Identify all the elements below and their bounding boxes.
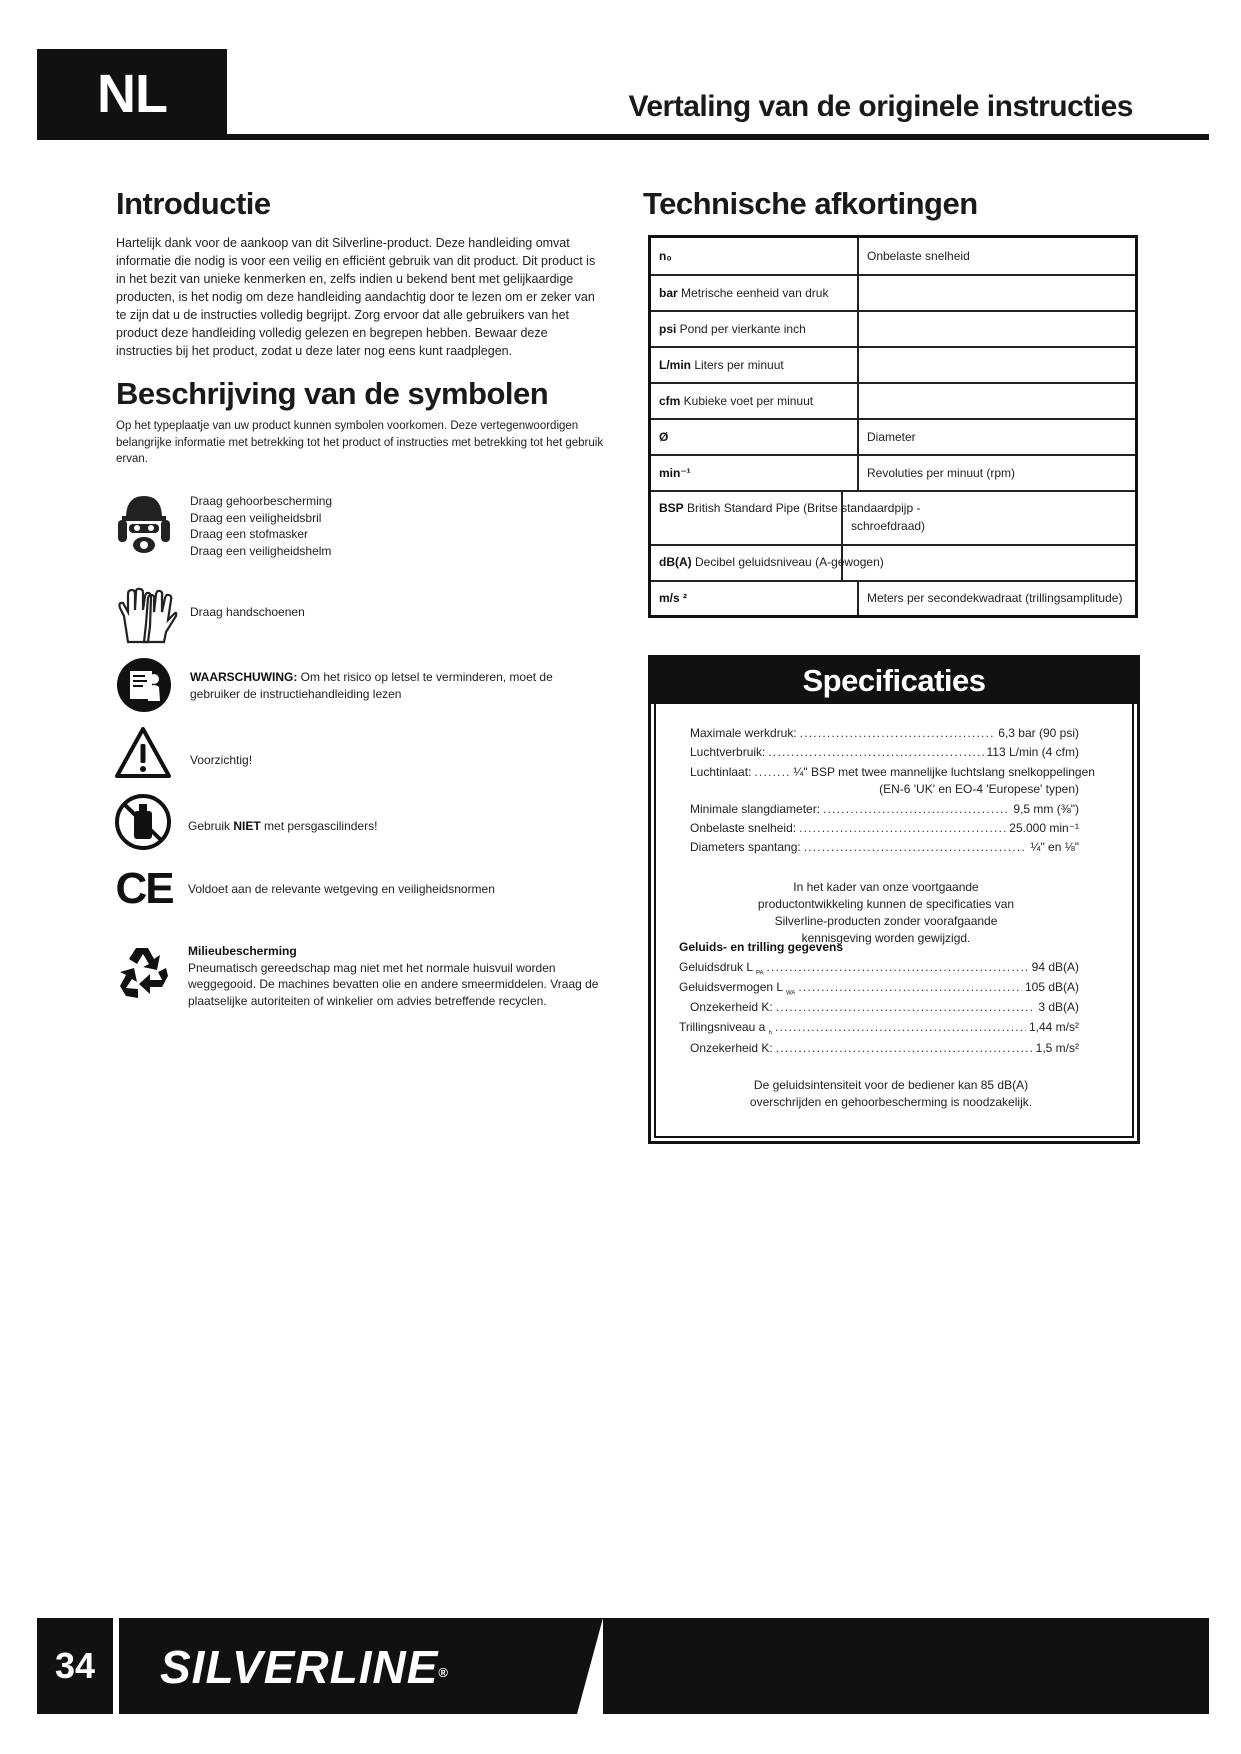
abbr-text [659,501,920,515]
abbr-value [858,383,1137,419]
spec-row-cont [690,782,1079,796]
intro-body: Hartelijk dank voor de aankoop van dit Silverline-product. Deze handleiding omvat informatie die nodig is voor een veilig en efficiënt gebruik van dit product. Dit product is in het bezit van unieke kenmerken en, zelfs indien u bekend bent met gelijkaardige producten, is het nodig om deze handleiding aandachtig door te lezen om er zeker van te zijn dat u de instructies volledig begrijpt. Zorg ervoor dat alle gebruikers van het product deze handleiding volledig gelezen en begrepen hebben. Bewaar deze instructies bij het product, zodat u deze later nog eens kunt raadplegen. [116,236,596,358]
sound-subscript: PA [755,970,764,977]
environment-block [188,943,608,1009]
table-row [650,347,1137,383]
abbreviations-table [648,235,1138,618]
abbr-cell [650,383,859,419]
sound-label: Onzekerheid K: [690,1041,773,1055]
abbr-cell [650,237,859,275]
brand-name: SILVERLINE [160,1641,439,1693]
abbr-code: cfm [659,393,681,408]
spec-value: 9,5 mm (⅜") [1013,802,1079,816]
sound-label [679,960,764,976]
sound-label [679,980,795,996]
leader-dots [823,802,1010,816]
abbr-cell-wide [650,491,1137,545]
abbr-code: bar [659,285,678,300]
spec-value-cont: (EN-6 'UK' en EO-4 'Europese' typen) [879,782,1079,796]
cylinder-post: met persgascilinders! [260,819,378,833]
abbr-cell [650,347,859,383]
abbr-value [858,275,1137,311]
abbr-cell [650,311,859,347]
spec-row [690,802,1079,816]
intro-heading: Introductie [116,186,271,221]
abbr-value: Revoluties per minuut (rpm) [858,455,1137,491]
sound-value: 3 dB(A) [1038,1000,1079,1014]
cylinder-bold: NIET [233,819,261,833]
sound-value: 1,5 m/s² [1035,1041,1079,1055]
abbr-cell [650,275,859,311]
table-row [650,383,1137,419]
table-row [650,491,1137,545]
tech-heading: Technische afkortingen [643,186,978,221]
sound-label-text: Geluidsdruk L [679,960,753,974]
sound-heading: Geluids- en trilling gegevens [679,940,844,954]
abbr-code: L/min [659,357,691,372]
table-row [650,237,1137,275]
spec-content [654,704,1134,1138]
abbr-value [858,347,1137,383]
footer-slash [555,1618,603,1714]
sound-value: 1,44 m/s² [1028,1020,1079,1034]
read-manual-icon [116,657,172,713]
environment-title: Milieubescherming [188,944,297,958]
abbr-value: Diameter [858,419,1137,455]
sound-value: 94 dB(A) [1031,960,1079,974]
leader-dots [775,1020,1026,1036]
spec-row [690,765,1095,779]
spec-value: ¼" BSP met twee mannelijke luchtslang snelkoppelingen [793,765,1095,779]
abbr-cell [650,455,859,491]
sound-row [679,960,1079,976]
gloves-icon [114,586,178,646]
gloves-text: Draag handschoenen [190,605,305,619]
spec-label: Maximale werkdruk: [690,726,797,740]
leader-dots [800,726,996,740]
ppe-head-icon [116,490,172,560]
sound-row [690,1041,1079,1055]
cylinder-pre: Gebruik [188,819,234,833]
sound-label-text: Trillingsniveau a [679,1020,766,1034]
sound-row [679,980,1079,996]
spec-label: Diameters spantang: [690,840,801,854]
abbr-desc: Decibel geluidsniveau (A-gewogen) [691,554,884,569]
caution-text: Voorzichtig! [190,753,253,767]
abbr-cell [650,419,859,455]
ppe-line: Draag een stofmasker [190,527,309,541]
sound-subscript: h [768,1030,772,1037]
page-title: Vertaling van de originele instructies [628,90,1133,123]
symbols-heading: Beschrijving van de symbolen [116,376,549,411]
spec-row [690,745,1079,759]
abbr-code: min⁻¹ [659,465,691,480]
spec-row [690,726,1079,740]
footer-separator [113,1618,119,1714]
abbr-code: n₀ [659,248,672,263]
specifications-box [648,655,1140,1144]
environment-text: Pneumatisch gereedschap mag niet met het normale huisvuil worden weggegooid. De machines bevatten olie en andere smeermiddelen. Vraag de plaatselijke autoriteiten of winkelier om advies betreffende recyclen. [188,960,599,1008]
cell-divider [841,492,843,544]
spec-value: ¼" en ⅛" [1030,840,1079,854]
table-row [650,545,1137,581]
abbr-code: Ø [659,429,669,444]
spec-value: 6,3 bar (90 psi) [998,726,1079,740]
sound-label [679,1020,772,1036]
symbols-body: Op het typeplaatje van uw product kunnen symbolen voorkomen. Deze vertegenwoordigen belangrijke informatie met betrekking tot het product of instructies met betrekking tot het gebruik ervan. [116,420,604,465]
sound-row [679,1020,1079,1036]
abbr-code: psi [659,321,677,336]
spec-label: Minimale slangdiameter: [690,802,821,816]
no-gas-cylinder-icon [114,793,172,851]
abbr-code: BSP [659,500,684,515]
ppe-list [190,493,332,559]
abbr-desc: Metrische eenheid van druk [677,285,829,300]
manual-warning [190,669,600,702]
spec-label: Luchtinlaat: [690,765,752,779]
abbr-code: m/s ² [659,591,688,606]
spec-label: Onbelaste snelheid: [690,821,797,835]
leader-dots [776,1041,1033,1055]
language-badge: NL [37,49,227,140]
spec-label: Luchtverbruik: [690,745,766,759]
abbr-value: Onbelaste snelheid [858,237,1137,275]
table-row [650,419,1137,455]
spec-value: 25.000 min⁻¹ [1009,821,1079,835]
table-row [650,311,1137,347]
sound-label-text: Geluidsvermogen L [679,980,783,994]
warning-text: Om het risico op letsel te verminderen, moet de gebruiker de instructiehandleiding lezen [190,670,553,701]
spec-row [690,840,1079,854]
registered-mark: ® [438,1665,449,1680]
abbr-cell-wide [650,545,1137,581]
spec-heading: Specificaties [651,658,1137,704]
page-number: 34 [54,1645,96,1686]
leader-dots [768,745,983,759]
abbr-desc: Pond per vierkante inch [676,321,806,336]
leader-dots [767,960,1029,976]
sound-row [690,1000,1079,1014]
abbr-code: dB(A) [659,554,692,569]
sound-value: 105 dB(A) [1024,980,1079,994]
ppe-line: Draag gehoorbescherming [190,494,333,508]
abbr-value [858,311,1137,347]
ppe-line: Draag een veiligheidshelm [190,543,332,558]
brand-logo [160,1632,449,1702]
abbr-cell [650,581,859,617]
warning-triangle-icon [114,726,172,780]
ppe-line: Draag een veiligheidsbril [190,510,322,525]
leader-dots [754,765,790,779]
sound-subscript: WA [785,990,796,997]
spec-row [690,821,1079,835]
sound-label: Onzekerheid K: [690,1000,773,1014]
sound-note: De geluidsintensiteit voor de bediener kan 85 dB(A) overschrijden en gehoorbescherming is noodzakelijk. [749,1078,1033,1109]
table-row [650,455,1137,491]
ce-mark-icon: CE [115,864,173,913]
cylinder-text [188,818,377,835]
leader-dots [798,980,1022,996]
abbr-desc: Kubieke voet per minuut [680,393,814,408]
abbr-text [659,555,884,569]
abbr-desc: Liters per minuut [691,357,784,372]
abbr-desc: British Standard Pipe (Britse standaardpijp - [683,500,921,515]
recycle-icon [112,942,176,1004]
leader-dots [799,821,1006,835]
leader-dots [776,1000,1036,1014]
leader-dots [804,840,1028,854]
table-row [650,581,1137,617]
warning-label: WAARSCHUWING: [190,670,298,684]
abbr-value: schroefdraad) [851,518,926,533]
abbr-value: Meters per secondekwadraat (trillingsamplitude) [858,581,1137,617]
spec-value: 113 L/min (4 cfm) [986,745,1079,759]
table-row [650,275,1137,311]
ce-text: Voldoet aan de relevante wetgeving en veiligheidsnormen [188,882,495,896]
spec-note: In het kader van onze voortgaande productontwikkeling kunnen de specificaties van Silverline-producten zonder voorafgaande kennisgeving worden gewijzigd. [757,880,1015,945]
